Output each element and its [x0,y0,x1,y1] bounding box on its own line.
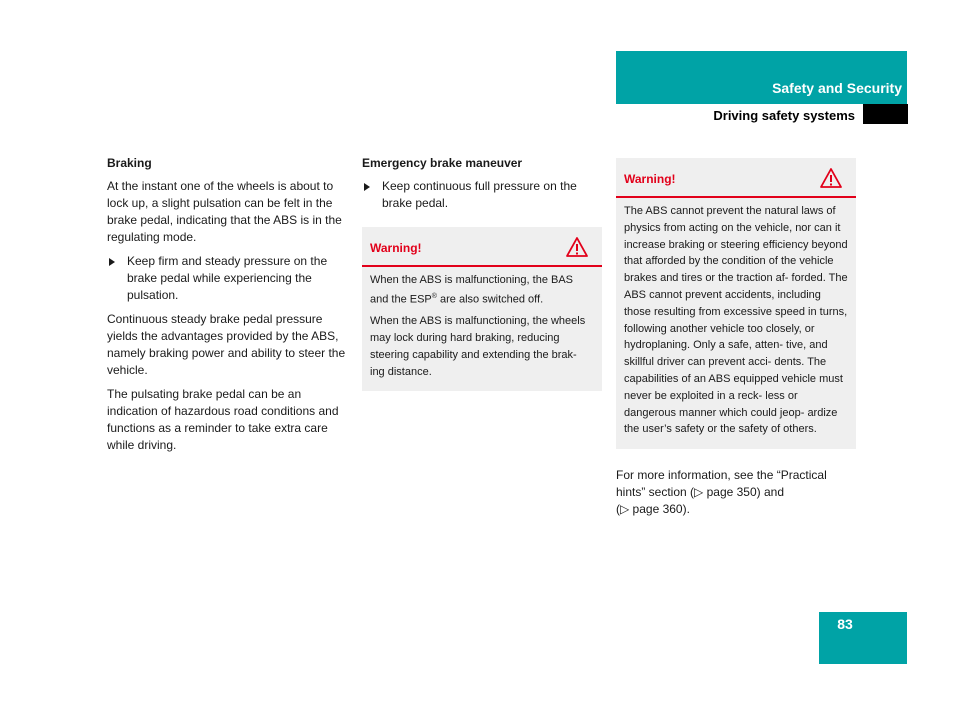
warning-header [362,227,602,267]
warning-paragraph: The ABS cannot prevent the natural laws of physics from acting on the vehicle, nor can it increase braking or steering efficiency beyond that afforded by the condition of the vehicle brakes and tires or the traction af- forded. The ABS cannot prevent accidents, including those resulting from excessive speed in turns, following another vehicle too closely, or hydroplaning. Only a safe, atten- tive, and skillful driver can prevent acci- dents. The capabilities of an ABS equipped vehicle must never be exploited in a reck- less or dangerous manner which could jeop- ardize the user’s safety or the safety of others. [624,205,848,436]
warning-paragraph-1: When the ABS is malfunctioning, the BAS and the ESP® are also switched off. [370,274,574,306]
warning-box-2 [616,158,856,449]
warning-body [362,267,602,391]
braking-paragraph-3: The pulsating brake pedal can be an indication of hazardous road conditions and functions as a reminder to take extra care while driving. [107,387,339,452]
emergency-bullet [362,178,602,212]
braking-bullet [107,253,347,304]
section-title: Safety and Security [772,80,902,96]
more-info-line-2[interactable]: hints” section (▷ page 350) and [616,485,784,500]
emergency-bullet-text: Keep continuous full pressure on the brake pedal. [382,179,577,210]
more-info [616,467,856,518]
braking-heading: Braking [107,156,152,170]
braking-paragraph-1: At the instant one of the wheels is about to lock up, a slight pulsation can be felt in the brake pedal, indicating that the ABS is in the regulating mode. [107,179,342,244]
warning-header [616,158,856,198]
more-info-line-3[interactable]: (▷ page 360). [616,502,690,517]
column-2 [362,155,602,391]
warning-title: Warning! [370,241,422,255]
warning-box-1 [362,227,602,391]
column-3 [616,158,856,518]
page-number: 83 [837,616,853,632]
more-info-line-1: For more information, see the “Practical [616,468,827,483]
bullet-arrow-icon [364,183,370,191]
column-1 [107,155,347,461]
braking-paragraph-2: Continuous steady brake pedal pressure yields the advantages provided by the ABS, namely braking power and ability to steer the vehicle. [107,312,346,377]
subsection-title: Driving safety systems [713,108,855,123]
braking-bullet-text: Keep firm and steady pressure on the brake pedal while experiencing the pulsation. [127,254,328,302]
warning-triangle-icon [819,167,843,189]
warning-title: Warning! [624,172,676,186]
warning-triangle-icon [565,236,589,258]
section-tab [616,51,907,104]
warning-body [616,198,856,449]
bullet-arrow-icon [109,258,115,266]
warning-paragraph-2: When the ABS is malfunctioning, the wheels may lock during hard braking, reducing steering capability and extending the brak- ing distance. [370,315,586,378]
subsection-bar [863,104,908,124]
emergency-heading: Emergency brake maneuver [362,156,523,170]
